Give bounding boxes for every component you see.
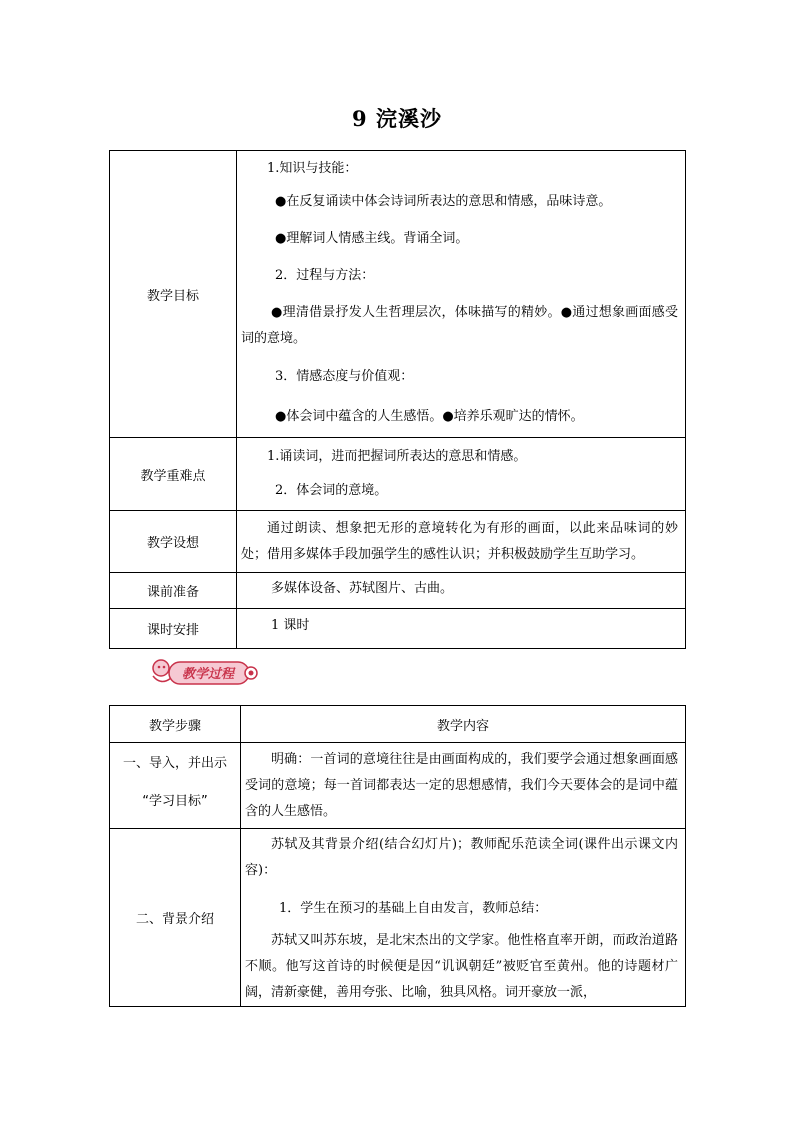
prep-content xyxy=(237,573,686,609)
process-row xyxy=(110,829,686,1007)
process-header-row xyxy=(110,706,686,743)
goals-row xyxy=(110,151,686,438)
step-text: 苏轼又叫苏东坡，是北宋杰出的文学家。他性格直率开朗，而政治道路不顺。他写这首诗的时候便是因“讥讽朝廷”被贬官至黄州。他的诗题材广阔，清新豪健，善用夸张、比喻，独具风格。词开豪放一派， xyxy=(245,933,678,1000)
badge-character-icon xyxy=(153,660,169,676)
goals-line: 1.知识与技能： xyxy=(267,160,358,176)
step-text: 明确：一首词的意境往往是由画面构成的，我们要学会通过想象画面感受词的意境；每一首词都表达一定的思想感情，我们今天要体会的是词中蕴含的人生感悟。 xyxy=(245,752,678,819)
goals-line: 3．情感态度与价值观： xyxy=(275,368,414,384)
step-header: 教学步骤 xyxy=(110,706,241,743)
design-label: 教学设想 xyxy=(110,511,237,573)
step-text: 1．学生在预习的基础上自由发言，教师总结： xyxy=(279,900,548,916)
key-points-row xyxy=(110,438,686,511)
process-row xyxy=(110,743,686,829)
prep-label: 课前准备 xyxy=(110,573,237,609)
design-content xyxy=(237,511,686,573)
design-text: 通过朗读、想象把无形的意境转化为有形的画面，以此来品味词的妙处；借用多媒体手段加强学生的感性认识；并积极鼓励学生互助学习。 xyxy=(241,521,678,562)
hours-text: 1 课时 xyxy=(271,617,310,633)
key-points-content xyxy=(237,438,686,511)
goals-label: 教学目标 xyxy=(110,151,237,438)
hours-label: 课时安排 xyxy=(110,609,237,649)
hours-row xyxy=(110,609,686,649)
hours-content xyxy=(237,609,686,649)
prep-row xyxy=(110,573,686,609)
plan-table xyxy=(109,150,686,649)
badge-text: 教学过程 xyxy=(181,667,235,682)
step-content xyxy=(241,743,686,829)
step-label: “学习目标” xyxy=(142,794,208,809)
design-row xyxy=(110,511,686,573)
process-table xyxy=(109,705,686,1007)
step-content xyxy=(241,829,686,1007)
goals-content xyxy=(237,151,686,438)
key-points-line: 1.诵读词，进而把握词所表达的意思和情感。 xyxy=(267,448,527,464)
goals-line: ●理清借景抒发人生哲理层次，体味描写的精妙。●通过想象画面感受词的意境。 xyxy=(241,305,678,346)
teaching-process-badge xyxy=(147,656,259,688)
page-title: 9 浣溪沙 xyxy=(352,106,442,131)
content-header: 教学内容 xyxy=(241,706,686,743)
key-points-label: 教学重难点 xyxy=(110,438,237,511)
goals-line: ●理解词人情感主线。背诵全词。 xyxy=(275,231,469,246)
prep-text: 多媒体设备、苏轼图片、古曲。 xyxy=(271,580,454,596)
key-points-line: 2．体会词的意境。 xyxy=(275,483,388,498)
step-label: 一、导入，并出示 xyxy=(122,756,227,771)
goals-line: ●体会词中蕴含的人生感悟。●培养乐观旷达的情怀。 xyxy=(275,409,584,424)
step-cell xyxy=(110,743,241,829)
step-text: 苏轼及其背景介绍(结合幻灯片)；教师配乐范读全词(课件出示课文内容)： xyxy=(245,837,678,878)
goals-line: ●在反复诵读中体会诗词所表达的意思和情感，品味诗意。 xyxy=(275,194,612,209)
goals-line: 2．过程与方法： xyxy=(275,268,375,283)
badge-flower-center-icon xyxy=(249,671,254,676)
step-cell: 二、背景介绍 xyxy=(110,829,241,1007)
